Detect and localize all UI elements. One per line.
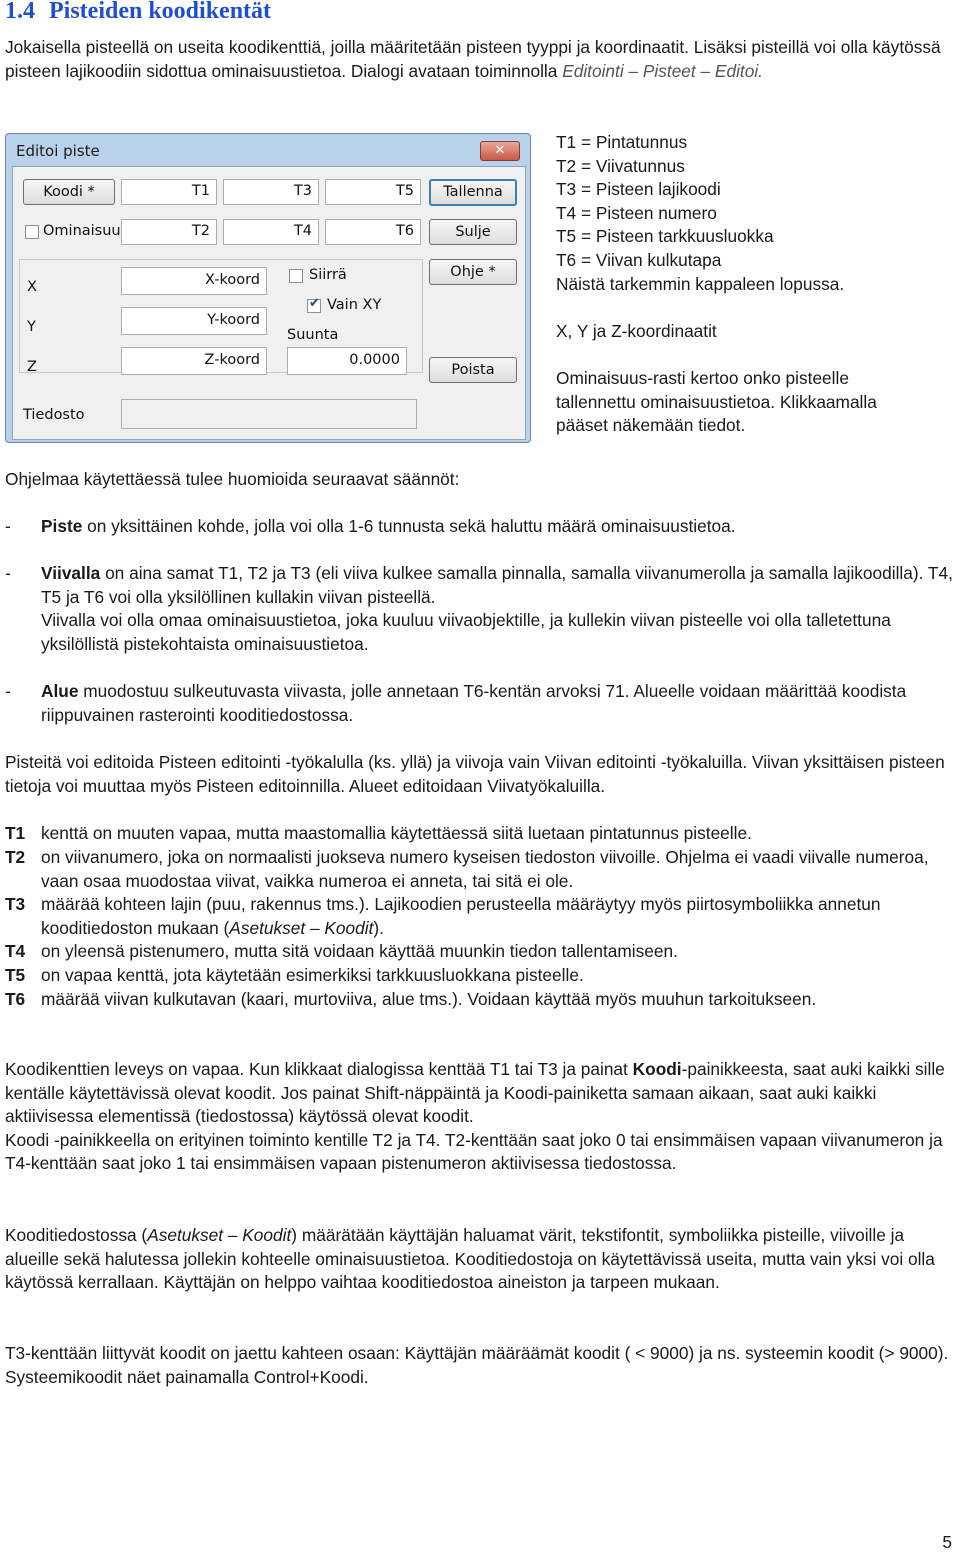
dialog-title: Editoi piste (16, 142, 100, 160)
poista-button[interactable]: Poista (429, 357, 517, 383)
koodi-button[interactable]: Koodi * (23, 179, 115, 205)
t-def: T2 on viivanumero, joka on normaalisti juokseva numero kyseisen tiedoston viivoille. Ohjelma ei vaadi viivalle numeroa, vaan osaa muodostaa viivat, vaikka numeroa ei anneta, tai sitä ei ole. (5, 847, 929, 891)
intro-menu-path: Editointi – Pisteet – Editoi. (562, 60, 763, 81)
t-def: T5 on vapaa kenttä, jota käytetään esimerkiksi tarkkuusluokkana pisteelle. (5, 965, 584, 985)
vain-xy-checkbox[interactable] (307, 299, 321, 313)
koodi-paragraph: Koodikenttien leveys on vapaa. Kun klikkaat dialogissa kenttää T1 tai T3 ja painat Koodi-painikkeesta, saat auki kaikki sille kentälle käytettävissä olevat koodit. Jos painat Shift-näppäintä ja Koodi-painiketta samaan aikaan, saat auki kaikki aktiivisessa elementissä (tiedostossa) käytössä olevat koodit. Koodi -painikkeella on erityinen toiminto kentille T2 ja T4. T2-kenttään saat joko 0 tai ensimmäisen vapaan viivanumeron ja T4-kenttään saat joko 1 tai ensimmäisen vapaan pistenumeron aktiivisessa tiedostossa. (5, 1059, 945, 1174)
t-list-item: T4 = Pisteen numero (556, 202, 717, 223)
intro-paragraph (5, 36, 955, 83)
dialog-client-area (12, 166, 526, 440)
t-list-item: T2 = Viivatunnus (556, 155, 685, 176)
rule-viiva: - Viivalla on aina samat T1, T2 ja T3 (eli viiva kulkee samalla pinnalla, samalla viivanumerolla ja samalla lajikoodilla). T4, T5 ja T6 voi olla yksilöllinen kullakin viivan pisteellä. Viivalla voi olla omaa ominaisuustietoa, joka kuuluu viivaobjektille, ja kullekin viivan pisteelle voi olla talletettuna yksilöllistä pistekohtaista ominaisuustietoa. (5, 563, 953, 654)
t-field-list (556, 131, 844, 296)
close-icon[interactable]: ✕ (480, 141, 520, 161)
sulje-button[interactable]: Sulje (429, 219, 517, 245)
tallenna-button[interactable]: Tallenna (429, 179, 517, 206)
t-def: T4 on yleensä pistenumero, mutta sitä voidaan käyttää muunkin tiedon tallentamiseen. (5, 941, 678, 961)
tiedosto-field (121, 399, 417, 429)
xyz-note: X, Y ja Z-koordinaatit (556, 321, 717, 341)
t-def: T6 määrää viivan kulkutavan (kaari, murtoviiva, alue tms.). Voidaan käyttää myös muuhun tarkoitukseen. (5, 989, 817, 1009)
t6-field[interactable]: T6 (325, 219, 421, 245)
t-list-item: T1 = Pintatunnus (556, 132, 688, 152)
rules-heading: Ohjelmaa käytettäessä tulee huomioida seuraavat säännöt: (5, 469, 460, 489)
rule-piste: - Piste on yksittäinen kohde, jolla voi olla 1-6 tunnusta sekä haluttu määrä ominaisuustietoa. (5, 516, 736, 536)
section-title: Pisteiden koodikentät (49, 0, 272, 24)
t-def: T3 määrää kohteen lajin (puu, rakennus tms.). Lajikoodien perusteella määräytyy myös piirtosymboliikka annetun kooditiedoston mukaan (Asetukset – Koodit). (5, 894, 881, 938)
t-list-item: T3 = Pisteen lajikoodi (556, 179, 721, 200)
t2-field[interactable]: T2 (121, 219, 217, 245)
x-label: X (27, 279, 37, 295)
t5-field[interactable]: T5 (325, 179, 421, 205)
t1-field[interactable]: T1 (121, 179, 217, 205)
t-list-item: T5 = Pisteen tarkkuusluokka (556, 226, 774, 247)
z-coord-field[interactable]: Z-koord (121, 347, 267, 375)
kooditiedosto-paragraph: Kooditiedostossa (Asetukset – Koodit) määrätään käyttäjän haluamat värit, tekstifontit, symboliikka pisteille, viivoille ja alueille sekä halutessa jollekin kohteelle ominaisuustietoa. Kooditiedostoja on käytettävissä useita, mutta vain yksi voi olla käytössä kerrallaan. Käyttäjän on helppo vaihtaa kooditiedostoa aineiston ja tarpeen mukaan. (5, 1225, 935, 1293)
ominaisuus-note: Ominaisuus-rasti kertoo onko pisteelle tallennettu ominaisuustietoa. Klikkaamalla pääset näkemään tiedot. (556, 368, 877, 436)
tiedosto-label: Tiedosto (23, 407, 85, 423)
ominaisuus-checkbox[interactable] (25, 225, 39, 239)
t-def: T1 kenttä on muuten vapaa, mutta maastomallia käytettäessä siitä luetaan pintatunnus pisteelle. (5, 823, 752, 843)
section-number: 1.4 (5, 0, 35, 24)
y-label: Y (27, 319, 36, 335)
ominaisuus-label: Ominaisuu (43, 223, 121, 239)
edit-point-dialog (5, 133, 531, 443)
edit-paragraph: Pisteitä voi editoida Pisteen editointi -työkalulla (ks. yllä) ja viivoja vain Viivan editointi -työkaluilla. Viivan yksittäisen pisteen tietoja voi muuttaa myös Pisteen editoinnilla. Alueet editoidaan Viivatyökaluilla. (5, 752, 945, 796)
t4-field[interactable]: T4 (223, 219, 319, 245)
t3-field[interactable]: T3 (223, 179, 319, 205)
section-heading (5, 0, 271, 25)
siirra-checkbox[interactable] (289, 269, 303, 283)
t-list-item: T6 = Viivan kulkutapa (556, 249, 722, 270)
vain-xy-label: Vain XY (327, 297, 382, 313)
ohje-button[interactable]: Ohje * (429, 259, 517, 285)
x-coord-field[interactable]: X-koord (121, 267, 267, 295)
y-coord-field[interactable]: Y-koord (121, 307, 267, 335)
suunta-label: Suunta (287, 327, 339, 343)
rule-alue: - Alue muodostuu sulkeutuvasta viivasta, jolle annetaan T6-kentän arvoksi 71. Alueelle voidaan määrittää koodista riippuvainen rasterointi kooditiedostossa. (5, 681, 907, 725)
suunta-field[interactable]: 0.0000 (287, 347, 407, 375)
page-number: 5 (942, 1532, 952, 1552)
siirra-label: Siirrä (309, 267, 347, 283)
intro-text: Jokaisella pisteellä on useita koodikenttiä, joilla määritetään pisteen tyyppi ja koordinaatit. Lisäksi pisteillä voi olla käytössä pisteen lajikoodiin sidottua ominaisuustietoa. Dialogi avataan toiminnolla (5, 37, 941, 81)
z-label: Z (27, 359, 37, 375)
t-list-item: Näistä tarkemmin kappaleen lopussa. (556, 273, 845, 294)
t3-paragraph: T3-kenttään liittyvät koodit on jaettu kahteen osaan: Käyttäjän määräämät koodit ( < 9000) ja ns. systeemin koodit (> 9000). Systeemikoodit näet painamalla Control+Koodi. (5, 1343, 949, 1387)
